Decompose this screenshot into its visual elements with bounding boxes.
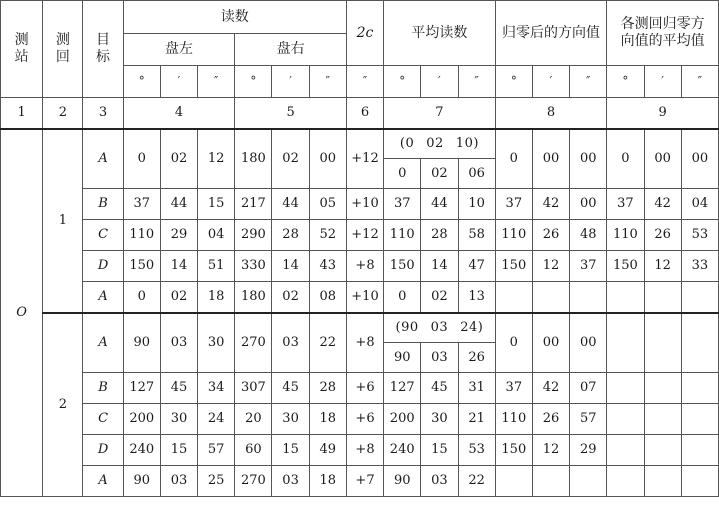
average-reading: 45 [421, 373, 458, 404]
left-reading: 0 [123, 282, 160, 313]
left-reading: 37 [123, 189, 160, 220]
mean-direction: 00 [681, 129, 718, 189]
left-reading: 15 [160, 435, 197, 466]
right-reading: 290 [235, 220, 272, 251]
mean-direction: 150 [607, 251, 644, 282]
average-reading: 47 [458, 251, 495, 282]
two-c-value: +10 [346, 282, 383, 313]
mean-direction: 04 [681, 189, 718, 220]
initial-average-part: (90 [395, 319, 419, 335]
two-c-value: +6 [346, 373, 383, 404]
reduced-direction [495, 282, 532, 313]
left-reading: 200 [123, 404, 160, 435]
left-reading: 02 [160, 282, 197, 313]
reduced-direction: 37 [495, 373, 532, 404]
reduced-direction: 00 [570, 313, 607, 373]
right-reading: 43 [309, 251, 346, 282]
right-reading: 18 [309, 466, 346, 497]
right-reading: 02 [272, 282, 309, 313]
average-reading: 37 [384, 189, 421, 220]
round-number: 2 [43, 313, 83, 497]
average-reading: 53 [458, 435, 495, 466]
right-reading: 30 [272, 404, 309, 435]
right-reading: 180 [235, 282, 272, 313]
right-reading: 15 [272, 435, 309, 466]
reduced-direction: 150 [495, 251, 532, 282]
reduced-direction [570, 282, 607, 313]
target-label: A [83, 313, 123, 373]
initial-direction-average [384, 129, 496, 159]
average-reading: 240 [384, 435, 421, 466]
left-reading: 18 [198, 282, 235, 313]
unit-label: ° [123, 66, 160, 98]
left-reading: 25 [198, 466, 235, 497]
header-line: 目 [96, 32, 111, 49]
right-reading: 02 [272, 129, 309, 189]
mean-direction [681, 404, 718, 435]
left-reading: 14 [160, 251, 197, 282]
reduced-direction: 29 [570, 435, 607, 466]
right-reading: 270 [235, 313, 272, 373]
mean-direction: 110 [607, 220, 644, 251]
header-line: 测 [14, 32, 29, 49]
right-reading: 05 [309, 189, 346, 220]
average-reading: 14 [421, 251, 458, 282]
header-target [83, 1, 123, 98]
two-c-value: +8 [346, 435, 383, 466]
left-reading: 30 [198, 313, 235, 373]
initial-average-part: 24) [460, 319, 484, 335]
mean-direction [607, 282, 644, 313]
reduced-direction: 0 [495, 313, 532, 373]
average-reading: 0 [384, 159, 421, 189]
header-station [1, 1, 43, 98]
left-reading: 240 [123, 435, 160, 466]
col-number: 1 [1, 98, 43, 129]
average-reading: 90 [384, 343, 421, 373]
reduced-direction [532, 466, 569, 497]
reduced-direction: 110 [495, 404, 532, 435]
reduced-direction: 26 [532, 220, 569, 251]
table-row [1, 98, 719, 129]
right-reading: 22 [309, 313, 346, 373]
col-number: 9 [607, 98, 719, 129]
right-reading: 45 [272, 373, 309, 404]
right-reading: 330 [235, 251, 272, 282]
unit-label: ′ [272, 66, 309, 98]
mean-direction: 0 [607, 129, 644, 189]
two-c-value: +7 [346, 466, 383, 497]
mean-direction: 26 [644, 220, 681, 251]
target-label: A [83, 282, 123, 313]
col-number: 2 [43, 98, 83, 129]
right-reading: 307 [235, 373, 272, 404]
two-c-value: +12 [346, 220, 383, 251]
right-reading: 49 [309, 435, 346, 466]
average-reading: 22 [458, 466, 495, 497]
col-number: 5 [235, 98, 347, 129]
table-row [1, 251, 719, 282]
table-row [1, 404, 719, 435]
initial-average-part: 03 [430, 319, 449, 335]
right-reading: 00 [309, 129, 346, 189]
right-reading: 60 [235, 435, 272, 466]
average-reading: 200 [384, 404, 421, 435]
round-number: 1 [43, 129, 83, 313]
table-row [1, 435, 719, 466]
header-line: 测 [55, 32, 70, 49]
average-reading: 10 [458, 189, 495, 220]
average-reading: 30 [421, 404, 458, 435]
right-reading: 270 [235, 466, 272, 497]
average-reading: 28 [421, 220, 458, 251]
mean-direction: 12 [644, 251, 681, 282]
average-reading: 90 [384, 466, 421, 497]
unit-label: ° [384, 66, 421, 98]
table-row [1, 129, 719, 159]
mean-direction [681, 313, 718, 373]
reduced-direction: 00 [532, 313, 569, 373]
reduced-direction: 37 [495, 189, 532, 220]
mean-direction [681, 373, 718, 404]
header-round [43, 1, 83, 98]
target-label: D [83, 251, 123, 282]
col-number: 6 [346, 98, 383, 129]
two-c-value: +10 [346, 189, 383, 220]
header-line: 向值的平均值 [620, 33, 705, 49]
target-label: A [83, 129, 123, 189]
initial-average-part: 10) [455, 135, 479, 151]
reduced-direction [532, 282, 569, 313]
mean-direction [681, 435, 718, 466]
mean-direction [607, 373, 644, 404]
left-reading: 57 [198, 435, 235, 466]
unit-label: ″ [346, 66, 383, 98]
initial-average-part: 02 [426, 135, 444, 151]
right-reading: 180 [235, 129, 272, 189]
two-c-value: +6 [346, 404, 383, 435]
header-line: 各测回归零方 [620, 16, 705, 33]
two-c-value: +12 [346, 129, 383, 189]
left-reading: 44 [160, 189, 197, 220]
unit-label: ° [235, 66, 272, 98]
left-reading: 02 [160, 129, 197, 189]
reduced-direction: 42 [532, 189, 569, 220]
average-reading: 21 [458, 404, 495, 435]
mean-direction [607, 404, 644, 435]
col-number: 8 [495, 98, 607, 129]
reduced-direction: 12 [532, 435, 569, 466]
header-mean [607, 1, 719, 66]
mean-direction [681, 466, 718, 497]
table-row [1, 466, 719, 497]
unit-label: ′ [421, 66, 458, 98]
reduced-direction: 0 [495, 129, 532, 189]
header-reading: 读数 [123, 1, 346, 34]
average-reading: 15 [421, 435, 458, 466]
reduced-direction: 00 [570, 129, 607, 189]
mean-direction [644, 466, 681, 497]
left-reading: 15 [198, 189, 235, 220]
initial-average-part: (0 [399, 135, 415, 151]
unit-label: ° [607, 66, 644, 98]
mean-direction [644, 404, 681, 435]
left-reading: 45 [160, 373, 197, 404]
two-c-value: +8 [346, 313, 383, 373]
mean-direction [644, 373, 681, 404]
left-reading: 03 [160, 466, 197, 497]
unit-label: ″ [681, 66, 718, 98]
header-2c: 2c [346, 1, 383, 66]
unit-label: ″ [458, 66, 495, 98]
col-number: 3 [83, 98, 123, 129]
table-row [1, 189, 719, 220]
mean-direction: 53 [681, 220, 718, 251]
right-reading: 03 [272, 313, 309, 373]
unit-label: ′ [160, 66, 197, 98]
left-reading: 03 [160, 313, 197, 373]
left-reading: 0 [123, 129, 160, 189]
mean-direction: 37 [607, 189, 644, 220]
mean-direction: 33 [681, 251, 718, 282]
reduced-direction [570, 466, 607, 497]
right-reading: 28 [272, 220, 309, 251]
left-reading: 30 [160, 404, 197, 435]
header-left-face: 盘左 [123, 34, 235, 66]
two-c-value: +8 [346, 251, 383, 282]
average-reading: 58 [458, 220, 495, 251]
unit-label: ″ [198, 66, 235, 98]
mean-direction [607, 466, 644, 497]
left-reading: 127 [123, 373, 160, 404]
right-reading: 52 [309, 220, 346, 251]
mean-direction [681, 282, 718, 313]
right-reading: 28 [309, 373, 346, 404]
right-reading: 03 [272, 466, 309, 497]
target-label: C [83, 404, 123, 435]
right-reading: 20 [235, 404, 272, 435]
target-label: B [83, 373, 123, 404]
average-reading: 127 [384, 373, 421, 404]
mean-direction [644, 435, 681, 466]
unit-label: ′ [644, 66, 681, 98]
average-reading: 0 [384, 282, 421, 313]
average-reading: 13 [458, 282, 495, 313]
target-label: C [83, 220, 123, 251]
mean-direction: 42 [644, 189, 681, 220]
left-reading: 04 [198, 220, 235, 251]
average-reading: 06 [458, 159, 495, 189]
target-label: B [83, 189, 123, 220]
header-average: 平均读数 [384, 1, 496, 66]
right-reading: 14 [272, 251, 309, 282]
reduced-direction: 42 [532, 373, 569, 404]
left-reading: 150 [123, 251, 160, 282]
unit-label: ″ [570, 66, 607, 98]
average-reading: 110 [384, 220, 421, 251]
reduced-direction: 110 [495, 220, 532, 251]
left-reading: 29 [160, 220, 197, 251]
mean-direction [607, 313, 644, 373]
left-reading: 90 [123, 313, 160, 373]
left-reading: 12 [198, 129, 235, 189]
mean-direction: 00 [644, 129, 681, 189]
average-reading: 31 [458, 373, 495, 404]
right-reading: 18 [309, 404, 346, 435]
average-reading: 03 [421, 343, 458, 373]
average-reading: 03 [421, 466, 458, 497]
reduced-direction: 37 [570, 251, 607, 282]
reduced-direction [495, 466, 532, 497]
left-reading: 110 [123, 220, 160, 251]
target-label: A [83, 466, 123, 497]
average-reading: 26 [458, 343, 495, 373]
mean-direction [644, 282, 681, 313]
right-reading: 217 [235, 189, 272, 220]
average-reading: 02 [421, 282, 458, 313]
unit-label: ′ [532, 66, 569, 98]
reduced-direction: 150 [495, 435, 532, 466]
table-row [1, 373, 719, 404]
left-reading: 24 [198, 404, 235, 435]
left-reading: 34 [198, 373, 235, 404]
table-row [1, 282, 719, 313]
reduced-direction: 07 [570, 373, 607, 404]
reduced-direction: 48 [570, 220, 607, 251]
reduced-direction: 12 [532, 251, 569, 282]
station-label: O [1, 129, 43, 497]
right-reading: 08 [309, 282, 346, 313]
unit-label: ″ [309, 66, 346, 98]
reduced-direction: 26 [532, 404, 569, 435]
mean-direction [644, 313, 681, 373]
reduced-direction: 57 [570, 404, 607, 435]
reduced-direction: 00 [570, 189, 607, 220]
average-reading: 44 [421, 189, 458, 220]
left-reading: 51 [198, 251, 235, 282]
header-reduced: 归零后的方向值 [495, 1, 607, 66]
table-row [1, 1, 719, 34]
col-number: 4 [123, 98, 235, 129]
mean-direction [607, 435, 644, 466]
unit-label: ° [495, 66, 532, 98]
header-line: 标 [96, 49, 111, 65]
header-right-face: 盘右 [235, 34, 347, 66]
initial-direction-average [384, 313, 496, 343]
target-label: D [83, 435, 123, 466]
average-reading: 02 [421, 159, 458, 189]
header-line: 回 [55, 49, 70, 65]
table-row [1, 220, 719, 251]
right-reading: 44 [272, 189, 309, 220]
header-line: 站 [14, 49, 29, 65]
average-reading: 150 [384, 251, 421, 282]
left-reading: 90 [123, 466, 160, 497]
col-number: 7 [384, 98, 496, 129]
reduced-direction: 00 [532, 129, 569, 189]
table-row [1, 313, 719, 343]
